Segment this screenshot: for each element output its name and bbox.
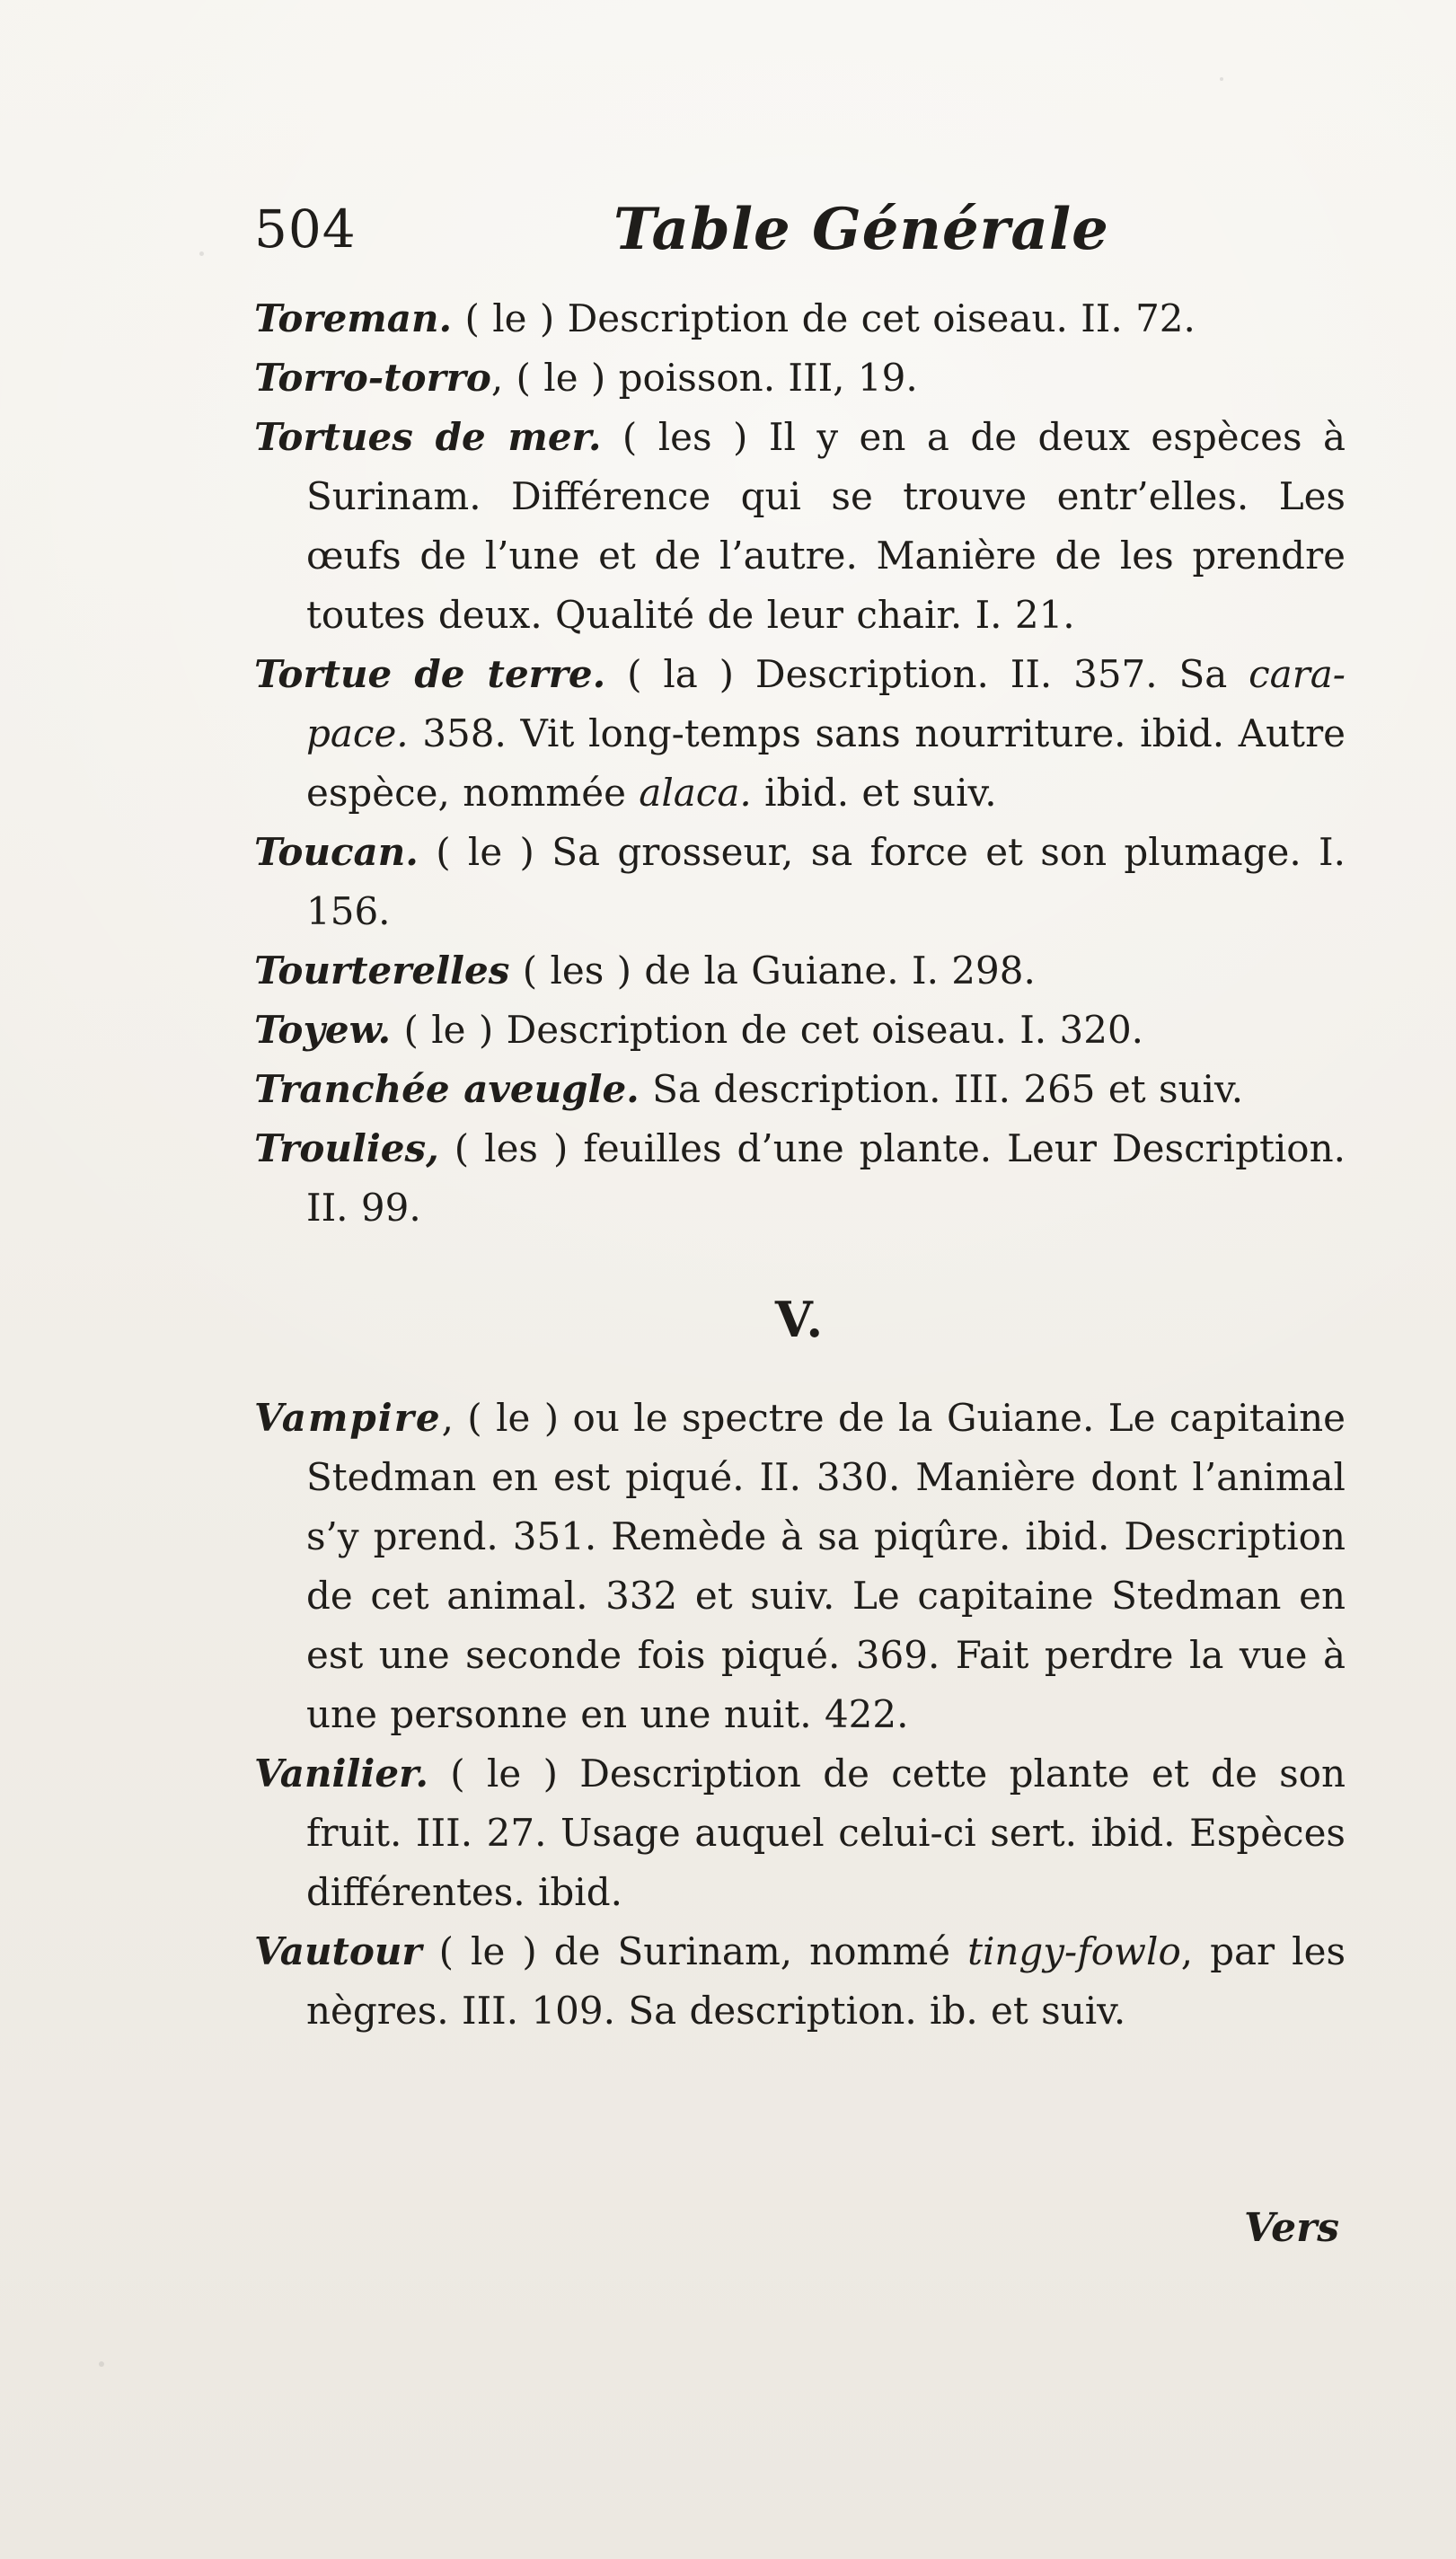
entry-text: , ( le ) ou le spectre de la Guiane. Le capitaine Stedman en est piqué. II. 330. Manière dont l’animal s’y prend. 351. Remède à sa piqûre. ibid. Description de cet animal. 332 et suiv. Le capitaine Stedman en est une seconde fois piqué. 369. Fait perdre la vue à une personne en une nuit. 422. <box>306 1396 1346 1736</box>
entry-term: Toyew. <box>254 1008 392 1052</box>
entry-term: Tourterelles <box>254 949 510 993</box>
index-entry-toreman <box>254 289 1346 349</box>
index-entry-vautour <box>254 1922 1346 2041</box>
entry-text: , ( le ) poisson. III, 19. <box>490 356 918 400</box>
index-entry-torro-torro <box>254 349 1346 408</box>
entry-term: Toreman. <box>254 296 453 340</box>
entry-term: Vautour <box>254 1929 422 1973</box>
index-entry-toyew <box>254 1001 1346 1060</box>
paper-speck <box>99 2361 104 2367</box>
entry-italic-term: alaca. <box>639 771 752 815</box>
entry-text: ( le ) Description de cette plante et de son fruit. III. 27. Usage auquel celui-ci sert. ibid. Espèces différentes. ibid. <box>306 1752 1346 1914</box>
paper-speck <box>199 251 204 256</box>
entry-text: ( la ) Description. II. 357. Sa <box>605 652 1249 696</box>
entry-text: ibid. et suiv. <box>751 771 997 815</box>
entry-text: 358. Vit long-temps sans nourriture. ibid. Autre espèce, nommée <box>306 711 1346 815</box>
entry-text: , par les nègres. III. 109. Sa description. ib. et suiv. <box>306 1929 1346 2033</box>
index-entry-toucan <box>254 823 1346 941</box>
entry-italic-term: cara-pace. <box>306 652 1346 755</box>
entry-term: Tranchée aveugle. <box>254 1067 640 1111</box>
index-entry-vanilier <box>254 1744 1346 1922</box>
entry-text: Sa description. III. 265 et suiv. <box>639 1067 1244 1111</box>
index-entry-tranchee-aveugle <box>254 1060 1346 1119</box>
entry-term: Toucan. <box>254 830 419 874</box>
index-content <box>254 289 1346 2041</box>
entry-term: Vanilier. <box>254 1752 428 1796</box>
entry-text: ( le ) de Surinam, nommé <box>421 1929 968 1973</box>
entry-term: Tortues de mer. <box>254 415 602 459</box>
index-entry-troulies <box>254 1119 1346 1238</box>
index-entry-tortue-de-terre <box>254 645 1346 823</box>
paper-speck <box>1220 77 1223 81</box>
index-entry-vampire <box>254 1389 1346 1744</box>
page-header <box>254 196 1251 284</box>
page-number: 504 <box>254 199 357 260</box>
entry-text: ( les ) Il y en a de deux espèces à Surinam. Différence qui se trouve entr’elles. Les œufs de l’une et de l’autre. Manière de les prendre toutes deux. Qualité de leur chair. I. 21. <box>306 415 1346 637</box>
index-entry-tortues-de-mer <box>254 408 1346 645</box>
entry-italic-term: tingy-fowlo <box>967 1929 1181 1973</box>
entry-text: ( les ) de la Guiane. I. 298. <box>509 949 1036 993</box>
entry-term: Vampire <box>254 1396 442 1440</box>
entry-text: ( le ) Sa grosseur, sa force et son plumage. I. 156. <box>306 830 1346 933</box>
entry-text: ( le ) Description de cet oiseau. II. 72. <box>452 296 1196 340</box>
entry-term: Tortue de terre. <box>254 652 606 696</box>
catchword: Vers <box>1244 2205 1340 2251</box>
entry-term: Troulies, <box>254 1126 439 1170</box>
index-entry-tourterelles <box>254 941 1346 1001</box>
entry-text: ( le ) Description de cet oiseau. I. 320. <box>391 1008 1144 1052</box>
section-letter-v: V. <box>774 1291 825 1348</box>
entry-text: ( les ) feuilles d’une plante. Leur Description. II. 99. <box>306 1126 1346 1230</box>
page-title: Table Générale <box>613 196 1109 263</box>
entry-term: Torro-torro <box>254 356 491 400</box>
